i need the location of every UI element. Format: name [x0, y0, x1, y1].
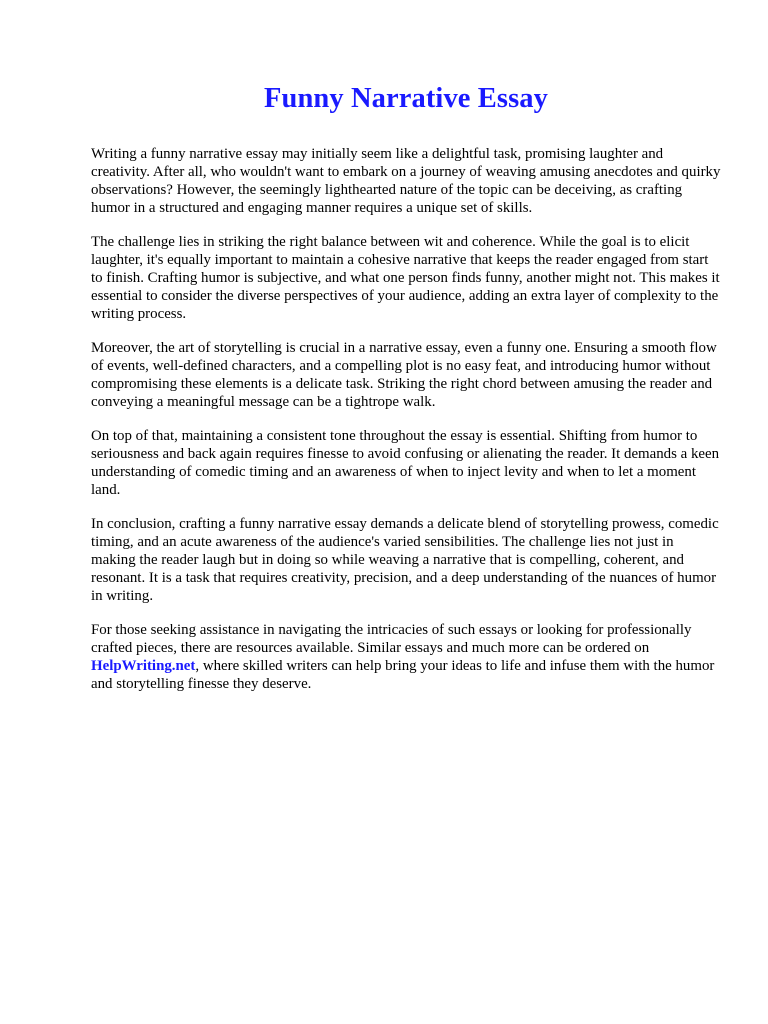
- document-title: Funny Narrative Essay: [264, 83, 548, 114]
- document-body: [91, 145, 721, 693]
- paragraph-4: On top of that, maintaining a consistent tone throughout the essay is essential. Shifting from humor to seriousness and back again requires finesse to avoid confusing or alienating the reader. It demands a keen understanding of comedic timing and an awareness of when to inject levity and when to let a moment land.: [91, 428, 720, 498]
- document-page: [91, 0, 721, 709]
- paragraph-6: [91, 621, 721, 693]
- helpwriting-link[interactable]: HelpWriting.net: [91, 658, 196, 674]
- paragraph-1: Writing a funny narrative essay may initially seem like a delightful task, promising laughter and creativity. After all, who wouldn't want to embark on a journey of weaving amusing anecdotes and quirky observations? However, the seemingly lighthearted nature of the topic can be deceiving, as crafting humor in a structured and engaging manner requires a unique set of skills.: [91, 146, 721, 216]
- paragraph-3: Moreover, the art of storytelling is crucial in a narrative essay, even a funny one. Ensuring a smooth flow of events, well-defined characters, and a compelling plot is no easy feat, and introducing humor without compromising these elements is a delicate task. Striking the right chord between amusing the reader and conveying a meaningful message can be a tightrope walk.: [91, 340, 717, 410]
- paragraph-6-lead-text: For those seeking assistance in navigating the intricacies of such essays or looking for professionally crafted pieces, there are resources available. Similar essays and much more can be ordered on: [91, 622, 692, 656]
- paragraph-2: The challenge lies in striking the right balance between wit and coherence. While the goal is to elicit laughter, it's equally important to maintain a cohesive narrative that keeps the reader engaged from start to finish. Crafting humor is subjective, and what one person finds funny, another might not. This makes it essential to consider the diverse perspectives of your audience, adding an extra layer of complexity to the writing process.: [91, 234, 720, 322]
- paragraph-6-tail-text: , where skilled writers can help bring your ideas to life and infuse them with the humor and storytelling finesse they deserve.: [91, 658, 715, 692]
- paragraph-5: In conclusion, crafting a funny narrative essay demands a delicate blend of storytelling prowess, comedic timing, and an acute awareness of the audience's varied sensibilities. The challenge lies not just in making the reader laugh but in doing so while weaving a narrative that is compelling, coherent, and resonant. It is a task that requires creativity, precision, and a deep understanding of the nuances of humor in writing.: [91, 516, 719, 604]
